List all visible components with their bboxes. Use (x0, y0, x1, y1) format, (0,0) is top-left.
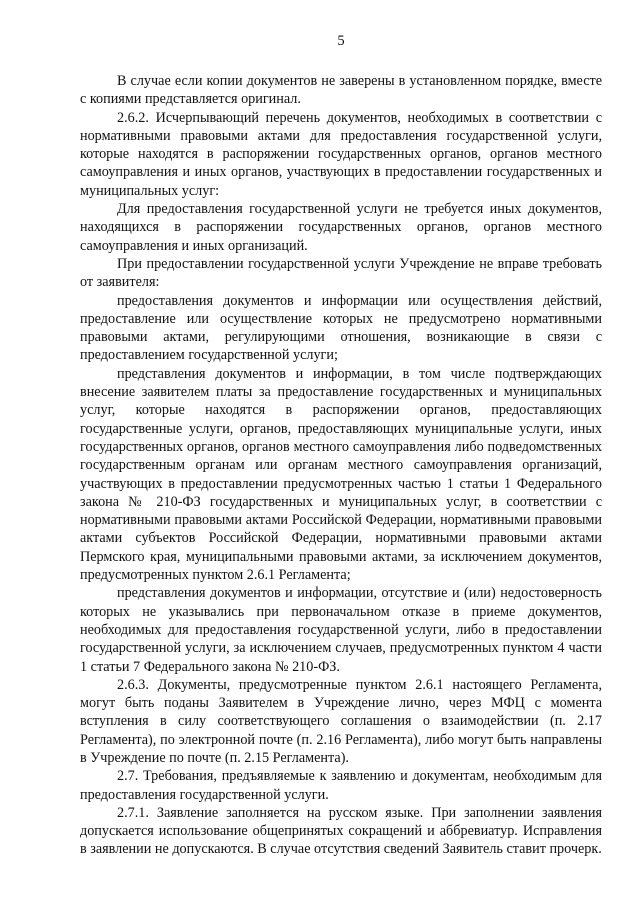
paragraph-2-7: 2.7. Требования, предъявляемые к заявлению и документам, необходимым для предоставления государственной услуги. (80, 768, 602, 803)
paragraph-2-6-3: 2.6.3. Документы, предусмотренные пунктом 2.6.1 настоящего Регламента, могут быть поданы Заявителем в Учреждение лично, через МФЦ с момента вступления в силу соответствующего соглашения о взаимодействии (п. 2.17 Регламента), по электронной почте (п. 2.16 Регламента), либо могут быть направлены в Учреждение по почте (п. 2.15 Регламента). (80, 676, 602, 766)
paragraph-provision-of-documents: предоставления документов и информации или осуществления действий, предоставление или осуществление которых не предусмотрено нормативными правовыми актами, регулирующими отношения, возникающие в связи с предоставлением государственной услуги; (80, 292, 602, 364)
paragraph-copies-notice: В случае если копии документов не заверены в установленном порядке, вместе с копиями представляется оригинал. (80, 73, 602, 108)
paragraph-submission-of-documents: представления документов и информации, в том числе подтверждающих внесение заявителем платы за предоставление государственных и муниципальных услуг, которые находятся в распоряжении органов, предоставляющих государственные услуги, органов, предоставляющих муниципальные услуги, иных государственных органов, органов местного самоуправления либо подведомственных государственным органам или органам местного самоуправления организаций, участвующих в предоставлении предусмотренных частью 1 статьи 1 Федерального закона № 210-ФЗ государственных и муниципальных услуг, в соответствии с нормативными правовыми актами Российской Федерации, нормативными правовыми актами субъектов Российской Федерации, нормативными правовыми актами Пермского края, муниципальными правовыми актами, за исключением документов, предусмотренных пунктом 2.6.1 Регламента; (80, 365, 602, 584)
paragraph-initial-refusal: представления документов и информации, отсутствие и (или) недостоверность которых не указывались при первоначальном отказе в приеме документов, необходимых для предоставления государственной услуги, либо в предоставлении государственной услуги, за исключением случаев, предусмотренных пунктом 4 части 1 статьи 7 Федерального закона № 210-ФЗ. (80, 585, 602, 675)
paragraph-no-other-documents: Для предоставления государственной услуги не требуется иных документов, находящихся в распоряжении государственных органов, органов местного самоуправления и иных организаций. (80, 201, 602, 254)
paragraph-2-7-1: 2.7.1. Заявление заполняется на русском языке. При заполнении заявления допускается использование общепринятых сокращений и аббревиатур. Исправления в заявлении не допускаются. В случае отсутствия сведений Заявитель ставит прочерк. (80, 804, 602, 858)
page-number: 5 (337, 33, 345, 49)
paragraph-not-entitled-to-require: При предоставлении государственной услуги Учреждение не вправе требовать от заявителя: (80, 255, 602, 291)
paragraph-2-6-2: 2.6.2. Исчерпывающий перечень документов, необходимых в соответствии с нормативными правовыми актами для предоставления государственной услуги, которые находятся в распоряжении государственных органов, органов местного самоуправления и иных органов, участвующих в предоставлении государственных и муниципальных услуг: (80, 109, 602, 199)
